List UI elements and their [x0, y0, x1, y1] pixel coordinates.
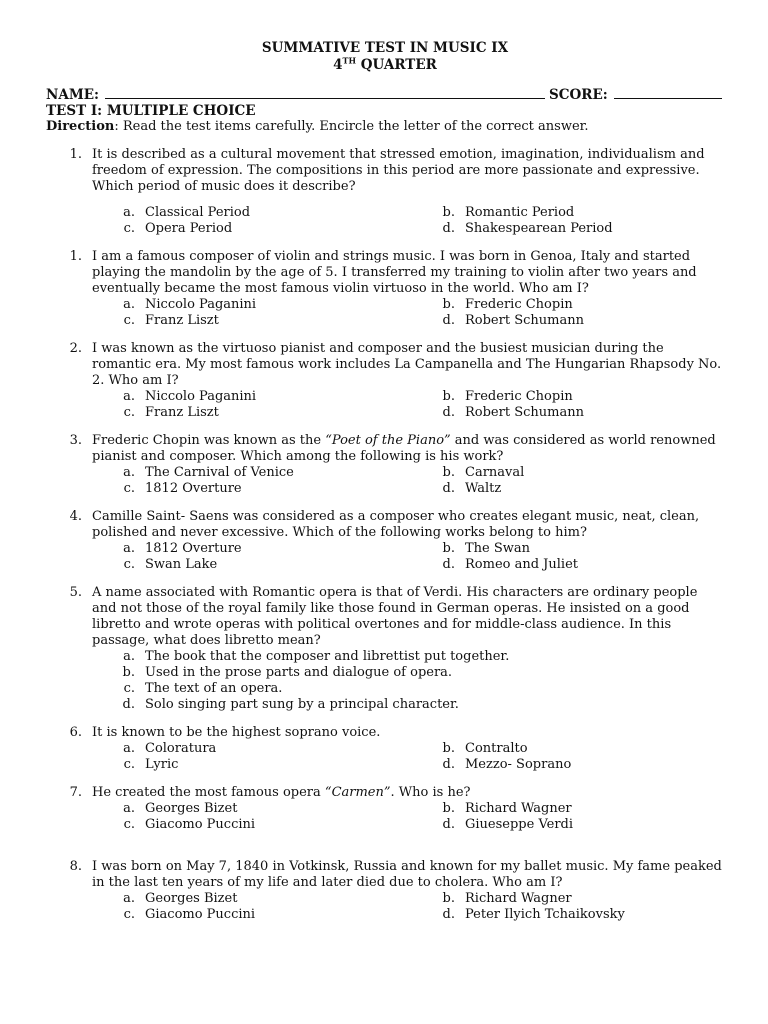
answer-option[interactable] [92, 907, 412, 923]
option-text: Used in the prose parts and dialogue of opera. [145, 665, 453, 680]
answer-option[interactable] [92, 817, 412, 833]
question-number: 2. [69, 341, 82, 356]
option-text: Frederic Chopin [465, 297, 573, 312]
option-text: Waltz [465, 481, 502, 496]
option-text: Lyric [145, 757, 179, 772]
answer-option[interactable] [92, 205, 412, 221]
option-letter[interactable]: a. [123, 205, 135, 220]
question-item [46, 433, 724, 497]
answer-options [92, 465, 724, 497]
question-text: He created the most famous opera “Carmen”. Who is he? [92, 785, 471, 800]
option-letter[interactable]: c. [123, 313, 135, 328]
option-text: Niccolo Paganini [145, 297, 257, 312]
answer-option[interactable] [92, 313, 412, 329]
question-item [46, 859, 724, 923]
option-letter[interactable]: d. [442, 221, 455, 236]
option-text: Georges Bizet [145, 801, 238, 816]
name-score-row [46, 86, 724, 103]
option-text: Classical Period [145, 205, 251, 220]
option-text: Georges Bizet [145, 891, 238, 906]
question-text: Camille Saint- Saens was considered as a composer who creates elegant music, neat, clean, polished and never excessive. Which of the following works belong to him? [92, 509, 700, 540]
option-letter[interactable]: c. [123, 817, 135, 832]
option-letter[interactable]: d. [442, 907, 455, 922]
option-text: 1812 Overture [145, 541, 242, 556]
answer-option[interactable] [412, 481, 724, 497]
answer-option[interactable] [412, 817, 724, 833]
answer-option[interactable] [92, 541, 412, 557]
option-letter[interactable]: c. [123, 405, 135, 420]
question-list [46, 147, 724, 923]
option-letter[interactable]: c. [123, 481, 135, 496]
option-letter[interactable]: b. [442, 801, 455, 816]
answer-option[interactable] [412, 313, 724, 329]
option-text: Contralto [465, 741, 528, 756]
option-text: Peter Ilyich Tchaikovsky [465, 907, 625, 922]
question-text: I was born on May 7, 1840 in Votkinsk, Russia and known for my ballet music. My fame peaked in the last ten years of my life and later died due to cholera. Who am I? [92, 859, 722, 890]
answer-options [92, 891, 724, 923]
answer-option[interactable] [92, 405, 412, 421]
question-text: A name associated with Romantic opera is that of Verdi. His characters are ordinary people and not those of the royal family like those found in German operas. He insisted on a good libretto and wrote operas with political overtones and for middle-class audience. In this passage, what does libretto mean? [92, 585, 698, 648]
title-line-1: SUMMATIVE TEST IN MUSIC IX [261, 40, 509, 56]
answer-option[interactable] [92, 221, 412, 237]
option-letter[interactable]: b. [442, 389, 455, 404]
question-item [46, 585, 724, 713]
option-text: The Swan [465, 541, 531, 556]
question-item [46, 249, 724, 329]
option-letter[interactable]: d. [122, 697, 135, 712]
option-letter[interactable]: b. [442, 541, 455, 556]
option-text: Giacomo Puccini [145, 817, 256, 832]
section-title: TEST I: MULTIPLE CHOICE [46, 103, 256, 119]
option-letter[interactable]: d. [442, 757, 455, 772]
question-number: 7. [69, 785, 82, 800]
answer-option[interactable] [92, 389, 412, 405]
question-number: 8. [69, 859, 82, 874]
answer-option[interactable] [92, 481, 412, 497]
answer-option[interactable] [412, 297, 724, 313]
option-letter[interactable]: c. [123, 221, 135, 236]
option-text: Mezzo- Soprano [465, 757, 572, 772]
answer-option[interactable] [92, 557, 412, 573]
question-number: 3. [69, 433, 82, 448]
option-letter[interactable]: d. [442, 557, 455, 572]
option-letter[interactable]: c. [123, 757, 135, 772]
answer-option[interactable] [92, 681, 724, 697]
question-text: I was known as the virtuoso pianist and composer and the busiest musician during the romantic era. My most famous work includes La Campanella and The Hungarian Rhapsody No. 2. Who am I? [92, 341, 722, 388]
option-text: Robert Schumann [465, 313, 584, 328]
question-number: 1. [69, 147, 82, 162]
score-blank[interactable] [614, 86, 722, 99]
answer-options [92, 205, 724, 237]
question-number: 6. [69, 725, 82, 740]
answer-option[interactable] [412, 405, 724, 421]
option-text: Richard Wagner [465, 891, 572, 906]
answer-option[interactable] [412, 389, 724, 405]
question-item [46, 147, 724, 237]
option-letter[interactable]: d. [442, 313, 455, 328]
option-letter[interactable]: b. [442, 205, 455, 220]
option-letter[interactable]: a. [123, 297, 135, 312]
answer-option[interactable] [412, 205, 724, 221]
question-item [46, 725, 724, 773]
direction-text: Direction: Read the test items carefully. Encircle the letter of the correct answer. [46, 119, 589, 134]
answer-option[interactable] [412, 557, 724, 573]
option-text: The book that the composer and librettist put together. [145, 649, 510, 664]
option-text: The text of an opera. [145, 681, 283, 696]
answer-option[interactable] [92, 297, 412, 313]
answer-option[interactable] [412, 757, 724, 773]
question-text: It is known to be the highest soprano voice. [92, 725, 381, 740]
answer-options [92, 297, 724, 329]
answer-option[interactable] [92, 665, 724, 681]
option-text: Giacomo Puccini [145, 907, 256, 922]
option-text: Solo singing part sung by a principal character. [145, 697, 459, 712]
answer-option[interactable] [92, 697, 724, 713]
question-text: It is described as a cultural movement that stressed emotion, imagination, individualism and freedom of expression. The compositions in this period are more passionate and expressive. Which period of music does it describe? [92, 147, 705, 194]
answer-options [92, 649, 724, 713]
answer-option[interactable] [92, 649, 724, 665]
option-letter[interactable]: b. [442, 465, 455, 480]
option-text: Opera Period [145, 221, 233, 236]
question-number: 5. [69, 585, 82, 600]
option-text: 1812 Overture [145, 481, 242, 496]
option-text: Romeo and Juliet [465, 557, 578, 572]
answer-option[interactable] [92, 757, 412, 773]
option-letter[interactable]: a. [123, 741, 135, 756]
option-letter[interactable]: c. [123, 681, 135, 696]
option-letter[interactable]: d. [442, 817, 455, 832]
name-blank[interactable] [105, 86, 545, 99]
question-text: Frederic Chopin was known as the “Poet of the Piano” and was considered as world renowned pianist and composer. Which among the following is his work? [92, 433, 716, 464]
option-text: Robert Schumann [465, 405, 584, 420]
option-text: Frederic Chopin [465, 389, 573, 404]
option-letter[interactable]: b. [442, 891, 455, 906]
option-letter[interactable]: c. [123, 907, 135, 922]
answer-options [92, 389, 724, 421]
option-letter[interactable]: b. [122, 665, 135, 680]
question-number: 4. [69, 509, 82, 524]
question-number: 1. [69, 249, 82, 264]
answer-option[interactable] [92, 801, 412, 817]
answer-options [92, 741, 724, 773]
answer-option[interactable] [92, 891, 412, 907]
option-text: Shakespearean Period [465, 221, 613, 236]
score-label: SCORE: [549, 87, 608, 103]
question-text: I am a famous composer of violin and strings music. I was born in Genoa, Italy and started playing the mandolin by the age of 5. I transferred my training to violin after two years and eventually became the most famous violin virtuoso in the world. Who am I? [92, 249, 697, 296]
document-title [46, 40, 724, 74]
answer-option[interactable] [92, 465, 412, 481]
answer-options [92, 541, 724, 573]
answer-option[interactable] [412, 221, 724, 237]
option-letter[interactable]: b. [442, 741, 455, 756]
option-text: Niccolo Paganini [145, 389, 257, 404]
question-item [46, 509, 724, 573]
option-letter[interactable]: a. [123, 465, 135, 480]
answer-option[interactable] [412, 907, 724, 923]
option-letter[interactable]: a. [123, 891, 135, 906]
title-line-2: 4TH QUARTER [333, 55, 437, 73]
option-text: Franz Liszt [145, 405, 219, 420]
option-text: Giueseppe Verdi [465, 817, 574, 832]
answer-option[interactable] [92, 741, 412, 757]
option-letter[interactable]: d. [442, 405, 455, 420]
answer-option[interactable] [412, 741, 724, 757]
option-letter[interactable]: d. [442, 481, 455, 496]
question-item [46, 785, 724, 833]
option-text: Coloratura [145, 741, 217, 756]
answer-option[interactable] [412, 541, 724, 557]
option-text: Romantic Period [465, 205, 575, 220]
option-letter[interactable]: c. [123, 557, 135, 572]
option-letter[interactable]: a. [123, 801, 135, 816]
answer-option[interactable] [412, 801, 724, 817]
option-text: Swan Lake [145, 557, 218, 572]
answer-option[interactable] [412, 891, 724, 907]
option-letter[interactable]: a. [123, 389, 135, 404]
answer-options [92, 801, 724, 833]
name-label: NAME: [46, 87, 100, 103]
option-text: The Carnival of Venice [145, 465, 294, 480]
option-text: Franz Liszt [145, 313, 219, 328]
option-text: Richard Wagner [465, 801, 572, 816]
answer-option[interactable] [412, 465, 724, 481]
question-item [46, 341, 724, 421]
option-letter[interactable]: b. [442, 297, 455, 312]
option-letter[interactable]: a. [123, 649, 135, 664]
option-text: Carnaval [465, 465, 525, 480]
option-letter[interactable]: a. [123, 541, 135, 556]
